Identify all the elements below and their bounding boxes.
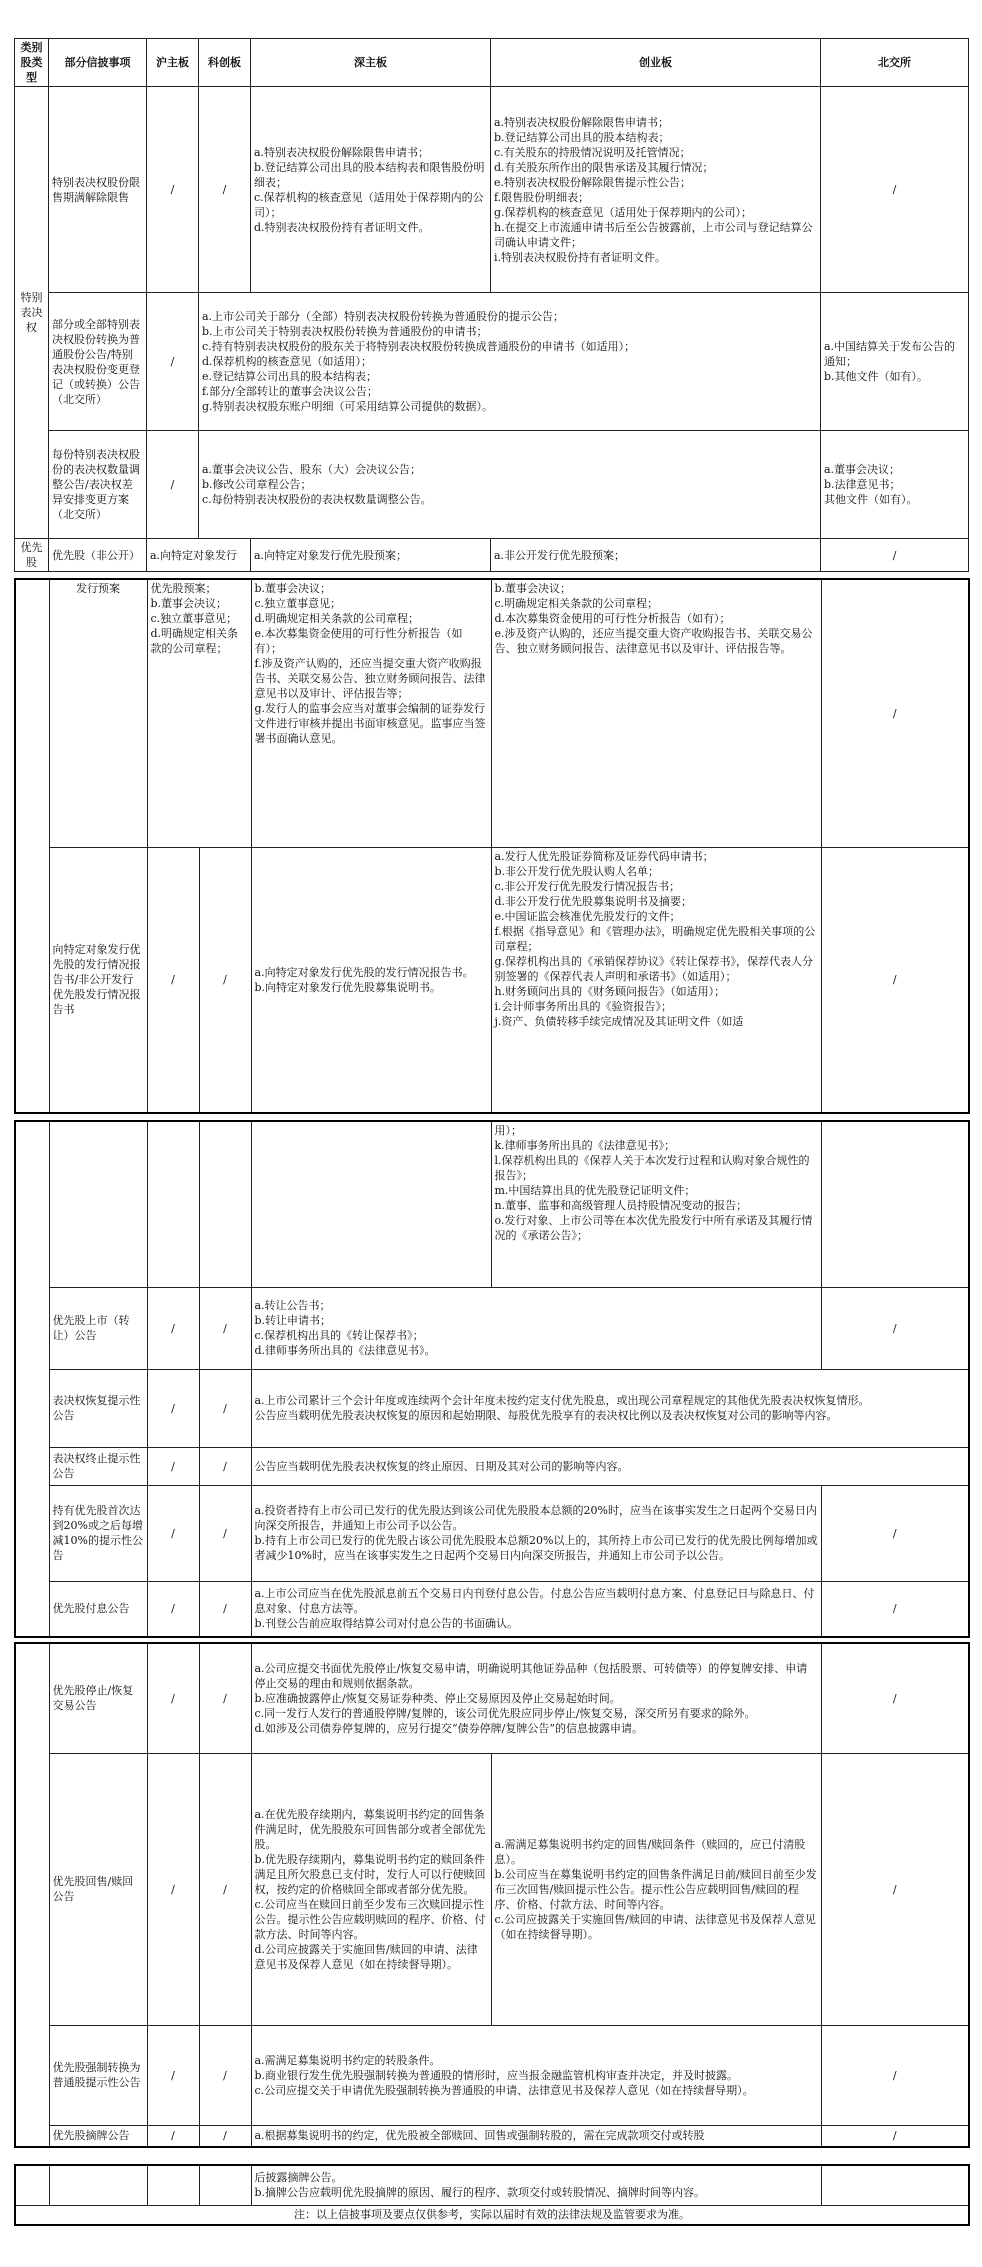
item-cell: 优先股上市（转让）公告 xyxy=(49,1287,147,1369)
disclosure-table-part1 xyxy=(14,38,969,572)
table-row xyxy=(15,1121,969,1287)
list-item: b.刊登公告前应取得结算公司对付息公告的书面确认。 xyxy=(254,1617,519,1631)
cy-cell xyxy=(491,1753,821,2025)
kc-cell-empty xyxy=(199,2165,251,2205)
list-item: b.转让申请书； xyxy=(254,1314,332,1327)
list-item: c.同一发行人发行的普通股停牌/复牌的，该公司优先股应同步停止/恢复交易，深交所另有要求的除外。 xyxy=(254,1706,756,1720)
list-item: f.涉及资产认购的，还应当提交重大资产收购报告书、关联交易公告、独立财务顾问报告、法律意见书以及审计、评估报告等； xyxy=(254,657,486,700)
bj-cell-empty xyxy=(821,1121,969,1287)
list-item: i.会计师事务所出具的《验资报告》； xyxy=(494,999,673,1013)
table-row xyxy=(15,1485,969,1581)
list-item: d.明确规定相关条款的公司章程； xyxy=(254,612,420,625)
bj-cell: / xyxy=(821,1485,969,1581)
list-item: k.律师事务所出具的《法律意见书》； xyxy=(494,1139,676,1152)
szcy-cell xyxy=(251,2025,821,2125)
list-item: h.在提交上市流通申请书后至公告披露前，上市公司与登记结算公司确认申请文件； xyxy=(494,220,813,249)
sz-cell xyxy=(251,847,491,1113)
sh-cell: / xyxy=(147,1369,199,1447)
list-item: j.资产、负债转移手续完成情况及其证明文件（如适 xyxy=(494,1014,744,1028)
kc-cell: / xyxy=(199,1369,251,1447)
header-item: 部分信披事项 xyxy=(49,39,147,87)
kc-cell-empty xyxy=(199,1121,251,1287)
type-special-voting: 特别表决权 xyxy=(15,87,49,539)
sh-cell: / xyxy=(147,2125,199,2147)
list-item: c.持有特别表决权股份的股东关于将特别表决权股份转换成普通股份的申请书（如适用）； xyxy=(202,340,636,353)
cy-cell xyxy=(491,1121,821,1287)
item-cell: 优先股摘牌公告 xyxy=(49,2125,147,2147)
list-item: c.每份特别表决权股份的表决权数量调整公告。 xyxy=(202,493,432,506)
item-cell: 向特定对象发行优先股的发行情况报告书/非公开发行优先股发行情况报告书 xyxy=(49,847,147,1113)
list-item: c.非公开发行优先股发行情况报告书； xyxy=(494,879,681,893)
header-type: 类别股类型 xyxy=(15,39,49,87)
merged-cell xyxy=(251,1369,969,1447)
item-cell: 优先股（非公开） xyxy=(49,539,147,572)
list-item: a.发行人优先股证券简称及证券代码申请书； xyxy=(494,849,714,863)
list-item: m.中国结算出具的优先股登记证明文件； xyxy=(494,1184,696,1197)
list-item: 公告应当载明优先股表决权恢复的原因和起始期限、每股优先股享有的表决权比例以及表决权恢复对公司的影响等内容。 xyxy=(254,1409,838,1422)
list-item: a.中国结算关于发布公告的通知； xyxy=(824,340,956,368)
sh-cell: / xyxy=(147,847,199,1113)
list-item: 用）； xyxy=(494,1124,522,1137)
footnote: 注：以上信披事项及要点仅供参考，实际以届时有效的法律法规及监管要求为准。 xyxy=(15,2205,969,2225)
sz-cell xyxy=(251,579,491,847)
item-cell: 表决权恢复提示性公告 xyxy=(49,1369,147,1447)
bj-cell-empty xyxy=(821,2165,969,2205)
shkc-cell: a.向特定对象发行 xyxy=(147,539,251,572)
kc-cell: / xyxy=(199,87,251,293)
list-item: a.上市公司累计三个会计年度或连续两个会计年度未按约定支付优先股息，或出现公司章程规定的其他优先股表决权恢复情形。 xyxy=(254,1394,870,1407)
disclosure-table-part2 xyxy=(14,578,970,1114)
list-item: d.律师事务所出具的《法律意见书》。 xyxy=(254,1344,436,1357)
kc-cell: / xyxy=(199,1753,251,2025)
list-item: a.上市公司应当在优先股派息前五个交易日内刊登付息公告。付息公告应当载明付息方案、付息登记日与除息日、付息对象、付息方法等。 xyxy=(254,1587,815,1616)
sh-cell: / xyxy=(147,1485,199,1581)
list-item: a.公司应提交书面优先股停止/恢复交易申请，明确说明其他证券品种（包括股票、可转债等）的停复牌安排、申请停止交易的理由和规则依据条款。 xyxy=(254,1661,808,1690)
kc-cell: / xyxy=(199,2125,251,2147)
bj-cell: / xyxy=(821,1643,969,1753)
sz-cell: a.向特定对象发行优先股预案； xyxy=(251,539,491,572)
disclosure-table-part4 xyxy=(14,1642,970,2148)
kc-cell: / xyxy=(199,1447,251,1485)
list-item: b.摘牌公告应载明优先股摘牌的原因、履行的程序、款项交付或转股情况、摘牌时间等内容。 xyxy=(254,2186,706,2200)
sz-cell-empty xyxy=(251,1121,491,1287)
list-item: b.登记结算公司出具的股本结构表； xyxy=(494,130,670,144)
list-item: b.董事会决议； xyxy=(150,597,228,610)
list-item: b.公司应当在募集说明书约定的回售条件满足日前/赎回日前至少发布三次回售/赎回提示性公告。提示性公告应载明回售/赎回的程序、价格、付款方法、时间等内容。 xyxy=(494,1867,817,1911)
list-item: d.非公开发行优先股募集说明书及摘要； xyxy=(494,894,693,908)
table-header-row xyxy=(15,39,969,87)
bj-cell: / xyxy=(821,2025,969,2125)
szcy-cell: a.根据募集说明书的约定，优先股被全部赎回、回售或强制转股的，需在完成款项交付或转股 xyxy=(251,2125,821,2147)
type-cell-empty xyxy=(15,579,49,1113)
list-item: a.在优先股存续期内，募集说明书约定的回售条件满足时，优先股股东可回售部分或者全部优先股。 xyxy=(254,1807,486,1851)
bj-cell: / xyxy=(821,579,969,847)
kc-cell: / xyxy=(199,1643,251,1753)
header-bse: 北交所 xyxy=(821,39,969,87)
sh-cell: / xyxy=(147,1581,199,1637)
sh-cell: / xyxy=(147,2025,199,2125)
list-item: o.发行对象、上市公司等在本次优先股发行中所有承诺及其履行情况的《承诺公告》； xyxy=(494,1214,813,1242)
table-row xyxy=(15,2025,969,2125)
table-row xyxy=(15,87,969,293)
list-item: n.董事、监事和高级管理人员持股情况变动的报告； xyxy=(494,1199,748,1212)
table-row xyxy=(15,1643,969,1753)
item-cell-empty xyxy=(49,2165,147,2205)
shkc-cell xyxy=(147,579,251,847)
type-cell-empty xyxy=(15,1643,49,2147)
list-item: b.修改公司章程公告； xyxy=(202,478,312,491)
list-item: d.如涉及公司债券停复牌的，应另行提交“债券停牌/复牌公告”的信息披露申请。 xyxy=(254,1721,643,1735)
list-item: a.上市公司关于部分（全部）特别表决权股份转换为普通股份的提示公告； xyxy=(202,310,565,323)
list-item: d.特别表决权股份持有者证明文件。 xyxy=(254,220,430,234)
szcy-cell xyxy=(251,1643,821,1753)
list-item: a.投资者持有上市公司已发行的优先股达到该公司优先股股本总额的20%时，应当在该事实发生之日起两个交易日内向深交所报告，并通知上市公司予以公告。 xyxy=(254,1504,818,1532)
list-item: g.发行人的监事会应当对董事会编制的证券发行文件进行审核并提出书面审核意见。监事应当签署书面确认意见。 xyxy=(254,702,486,745)
cy-cell xyxy=(491,579,821,847)
header-sz-main: 深主板 xyxy=(251,39,491,87)
type-cell-empty xyxy=(15,1121,49,1637)
sh-cell: / xyxy=(147,1447,199,1485)
kc-cell: / xyxy=(199,1581,251,1637)
bj-cell: / xyxy=(821,1287,969,1369)
footnote-row xyxy=(15,2205,969,2225)
kc-cell: / xyxy=(199,1485,251,1581)
list-item: a.需满足募集说明书约定的回售/赎回条件（赎回的，应已付清股息）。 xyxy=(494,1837,806,1866)
list-item: c.有关股东的持股情况说明及托管情况； xyxy=(494,145,691,159)
list-item: c.独立董事意见； xyxy=(254,597,342,610)
list-item: c.公司应披露关于实施回售/赎回的申请、法律意见书及保荐人意见（如在持续督导期）。 xyxy=(494,1912,816,1941)
list-item: e.中国证监会核准优先股发行的文件； xyxy=(494,909,681,923)
table-row xyxy=(15,1447,969,1485)
kc-cell: / xyxy=(199,847,251,1113)
szcy-cell xyxy=(251,1287,821,1369)
list-item: c.独立董事意见； xyxy=(150,612,238,625)
list-item: f.根据《指导意见》和《管理办法》，明确规定优先股相关事项的公司章程； xyxy=(494,924,816,953)
item-cell: 优先股付息公告 xyxy=(49,1581,147,1637)
sh-cell: / xyxy=(147,1753,199,2025)
item-cell: 发行预案 xyxy=(49,579,147,847)
item-cell: 部分或全部特别表决权股份转换为普通股份公告/特别表决权股份变更登记（或转换）公告（北交所） xyxy=(49,293,147,431)
list-item: b.法律意见书； xyxy=(824,478,901,491)
sh-cell-empty xyxy=(147,2165,199,2205)
list-item: a.需满足募集说明书约定的转股条件。 xyxy=(254,2053,441,2067)
disclosure-table-part3 xyxy=(14,1120,970,1638)
list-item: c.保荐机构的核查意见（适用处于保荐期内的公司）； xyxy=(254,190,484,219)
list-item: e.涉及资产认购的，还应当提交重大资产收购报告书、关联交易公告、独立财务顾问报告、法律意见书以及审计、评估报告等。 xyxy=(494,627,813,655)
list-item: l.保荐机构出具的《保荐人关于本次发行过程和认购对象合规性的报告》； xyxy=(494,1154,810,1182)
item-cell: 持有优先股首次达到20%或之后每增减10%的提示性公告 xyxy=(49,1485,147,1581)
table-row xyxy=(15,293,969,431)
list-item: b.董事会决议； xyxy=(254,582,332,595)
merged-cell xyxy=(199,431,821,539)
list-item: i.特别表决权股份持有者证明文件。 xyxy=(494,250,667,264)
list-item: a.特别表决权股份解除限售申请书； xyxy=(254,145,430,159)
list-item: b.非公开发行优先股认购人名单； xyxy=(494,864,660,878)
list-item: b.向特定对象发行优先股募集说明书。 xyxy=(254,980,442,994)
list-item: c.明确规定相关条款的公司章程； xyxy=(494,597,659,610)
cy-cell xyxy=(491,847,821,1113)
header-star-market: 科创板 xyxy=(199,39,251,87)
type-cell-empty xyxy=(15,2165,49,2205)
list-item: a.向特定对象发行优先股的发行情况报告书。 xyxy=(254,965,474,979)
bj-cell: / xyxy=(821,2125,969,2147)
kc-cell: / xyxy=(199,2025,251,2125)
cy-cell xyxy=(491,87,821,293)
list-item: d.保荐机构的核查意见（如适用）； xyxy=(202,355,373,368)
item-cell-empty xyxy=(49,1121,147,1287)
list-item: b.持有上市公司已发行的优先股占该公司优先股股本总额20%以上的，其所持上市公司已发行的优先股比例每增加或者减少10%时，应当在该事实发生之日起两个交易日内向深交所报告，并通知上市公司予以公告。 xyxy=(254,1534,818,1562)
bj-cell: / xyxy=(821,539,969,572)
szcy-cell xyxy=(251,1581,821,1637)
list-item: d.明确规定相关条款的公司章程； xyxy=(150,627,239,655)
list-item: b.应准确披露停止/恢复交易证券种类、停止交易原因及停止交易起始时间。 xyxy=(254,1691,621,1705)
sz-cell xyxy=(251,1753,491,2025)
list-item: b.登记结算公司出具的股本结构表和限售股份明细表； xyxy=(254,160,485,189)
list-item: c.保荐机构出具的《转让保荐书》； xyxy=(254,1329,424,1342)
sh-cell: / xyxy=(147,431,199,539)
list-item: 后披露摘牌公告。 xyxy=(254,2171,343,2185)
table-row xyxy=(15,431,969,539)
merged-cell xyxy=(199,293,821,431)
list-item: b.其他文件（如有）。 xyxy=(824,370,929,383)
list-item: 优先股预案； xyxy=(150,582,217,595)
list-item: b.优先股存续期内，募集说明书约定的赎回条件满足且所欠股息已支付时，发行人可以行使赎回权，按约定的价格赎回全部或者部分优先股。 xyxy=(254,1852,486,1896)
table-row xyxy=(15,1287,969,1369)
list-item: 其他文件（如有）。 xyxy=(824,493,918,506)
bj-cell: / xyxy=(821,87,969,293)
list-item: f.部分/全部转让的董事会决议公告； xyxy=(202,385,378,398)
list-item: d.有关股东所作出的限售承诺及其履行情况； xyxy=(494,160,714,174)
szcy-cell xyxy=(251,1485,821,1581)
sh-cell: / xyxy=(147,293,199,431)
kc-cell: / xyxy=(199,1287,251,1369)
type-preferred: 优先股 xyxy=(15,539,49,572)
list-item: a.董事会决议； xyxy=(824,463,901,476)
szcy-cell xyxy=(251,2165,821,2205)
list-item: a.转让公告书； xyxy=(254,1299,331,1312)
cy-cell: a.非公开发行优先股预案； xyxy=(491,539,821,572)
sh-cell: / xyxy=(147,1287,199,1369)
header-chinext: 创业板 xyxy=(491,39,821,87)
table-row xyxy=(15,2125,969,2147)
list-item: b.商业银行发生优先股强制转换为普通股的情形时，应当报金融监管机构审查并决定，并及时披露。 xyxy=(254,2068,739,2082)
list-item: e.登记结算公司出具的股本结构表； xyxy=(202,370,378,383)
bj-cell: / xyxy=(821,1753,969,2025)
list-item: g.保荐机构出具的《承销保荐协议》《转让保荐书》，保荐代表人分别签署的《保荐代表人声明和承诺书》（如适用）； xyxy=(494,954,814,983)
header-sh-main: 沪主板 xyxy=(147,39,199,87)
list-item: a.董事会决议公告、股东（大）会决议公告； xyxy=(202,463,422,476)
table-row xyxy=(15,1581,969,1637)
list-item: e.本次募集资金使用的可行性分析报告（如有）； xyxy=(254,627,463,655)
table-row xyxy=(15,1369,969,1447)
bj-cell xyxy=(821,293,969,431)
list-item: b.上市公司关于特别表决权股份转换为普通股份的申请书； xyxy=(202,325,488,338)
list-item: b.董事会决议； xyxy=(494,582,572,595)
table-row xyxy=(15,1753,969,2025)
sh-cell: / xyxy=(147,1643,199,1753)
item-cell: 优先股强制转换为普通股提示性公告 xyxy=(49,2025,147,2125)
list-item: d.公司应披露关于实施回售/赎回的申请、法律意见书及保荐人意见（如在持续督导期）。 xyxy=(254,1942,478,1971)
merged-cell: 公告应当载明优先股表决权恢复的终止原因、日期及其对公司的影响等内容。 xyxy=(251,1447,969,1485)
disclosure-table-part5 xyxy=(14,2164,970,2226)
list-item: c.公司应当在赎回日前至少发布三次赎回提示性公告。提示性公告应载明赎回的程序、价格、付款方法、时间等内容。 xyxy=(254,1897,486,1941)
item-cell: 优先股回售/赎回公告 xyxy=(49,1753,147,2025)
item-cell: 特别表决权股份限售期满解除限售 xyxy=(49,87,147,293)
table-row xyxy=(15,579,969,847)
item-cell: 表决权终止提示性公告 xyxy=(49,1447,147,1485)
bj-cell xyxy=(821,431,969,539)
table-row xyxy=(15,539,969,572)
list-item: a.特别表决权股份解除限售申请书； xyxy=(494,115,670,129)
bj-cell: / xyxy=(821,1581,969,1637)
bj-cell: / xyxy=(821,847,969,1113)
list-item: g.特别表决权股东账户明细（可采用结算公司提供的数据）。 xyxy=(202,400,494,413)
item-cell: 每份特别表决权股份的表决权数量调整公告/表决权差异安排变更方案（北交所） xyxy=(49,431,147,539)
list-item: h.财务顾问出具的《财务顾问报告》（如适用）； xyxy=(494,984,726,998)
list-item: e.特别表决权股份解除限售提示性公告； xyxy=(494,175,692,189)
sh-cell-empty xyxy=(147,1121,199,1287)
list-item: d.本次募集资金使用的可行性分析报告（如有）； xyxy=(494,612,731,625)
table-row xyxy=(15,847,969,1113)
list-item: f.限售股份明细表； xyxy=(494,190,590,204)
list-item: g.保荐机构的核查意见（适用处于保荐期内的公司）； xyxy=(494,205,753,219)
item-cell: 优先股停止/恢复交易公告 xyxy=(49,1643,147,1753)
sz-cell xyxy=(251,87,491,293)
sh-cell: / xyxy=(147,87,199,293)
table-row xyxy=(15,2165,969,2205)
list-item: c.公司应提交关于申请优先股强制转换为普通股的申请、法律意见书及保荐人意见（如在持续督导期）。 xyxy=(254,2083,754,2097)
